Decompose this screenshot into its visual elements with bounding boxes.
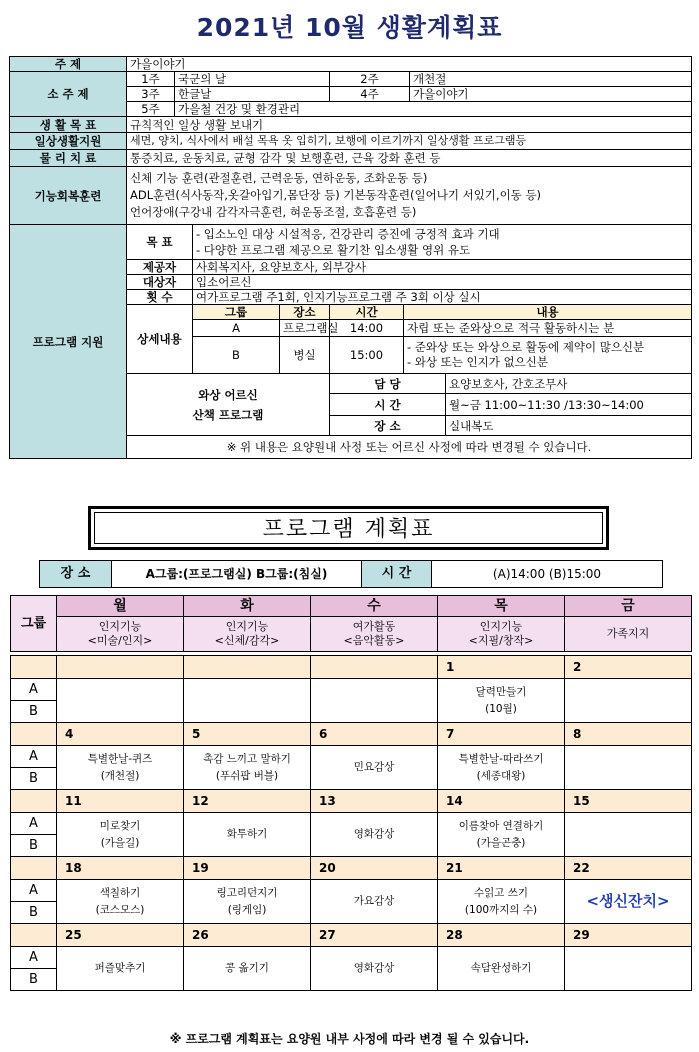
activity-name: 미로찾기 xyxy=(99,819,141,832)
activity-cell xyxy=(438,746,565,790)
activity-cell xyxy=(57,880,184,924)
detail-content-line: - 와상 또는 인지가 없으신분 xyxy=(407,355,548,369)
activity-cell xyxy=(184,679,311,723)
activity-name: 촉감 느끼고 말하기 xyxy=(203,752,291,765)
rehab-value xyxy=(127,167,692,225)
date-number: 26 xyxy=(184,924,311,947)
detail-place: 병실 xyxy=(280,337,330,374)
activity-cell xyxy=(311,679,438,723)
activity-name: 링고리던지기 xyxy=(216,886,278,899)
activity-cell xyxy=(57,746,184,790)
provider-value: 사회복지사, 요양보호사, 외부강사 xyxy=(193,260,692,275)
day-category-line: 인지기능 xyxy=(98,620,142,633)
date-blank-cell xyxy=(11,790,57,813)
theme-value: 가을이야기 xyxy=(127,57,692,72)
walk-label-line: 와상 어르신 xyxy=(198,387,258,402)
activity-name: 색칠하기 xyxy=(99,886,141,899)
day-category xyxy=(438,617,565,652)
group-letter: A xyxy=(11,679,57,701)
activity-cell xyxy=(311,813,438,857)
date-number: 5 xyxy=(184,723,311,746)
place-label: 장 소 xyxy=(40,561,112,588)
footer-note: ※ 프로그램 계획표는 요양원 내부 사정에 따라 변경 될 수 있습니다. xyxy=(169,1032,530,1046)
count-label: 횟 수 xyxy=(127,290,193,305)
activity-name: 콩 옮기기 xyxy=(225,962,269,974)
walk-key: 담 당 xyxy=(330,374,446,394)
group-letter: B xyxy=(11,768,57,790)
activity-name: 영화감상 xyxy=(353,962,395,974)
place-time-bar xyxy=(39,560,663,588)
walk-label-line: 산책 프로그램 xyxy=(192,407,264,422)
detail-content xyxy=(404,337,692,374)
place-value: A그룹:(프로그램실) B그룹:(침실) xyxy=(112,561,362,588)
activity-cell xyxy=(184,880,311,924)
activity-detail: (10월) xyxy=(485,702,517,715)
week-topic: 가을이야기 xyxy=(410,87,692,102)
day-category-line: <음악활동> xyxy=(343,634,405,647)
purpose-line: - 다양한 프로그램 제공으로 활기찬 입소생활 영위 유도 xyxy=(196,243,471,257)
activity-detail: (개천절) xyxy=(100,769,140,782)
date-blank-cell xyxy=(11,857,57,880)
date-number: 19 xyxy=(184,857,311,880)
activity-name: 달력만들기 xyxy=(475,685,527,698)
activity-detail: (푸쉬팝 버블) xyxy=(215,769,279,782)
day-category-line: <지필/창작> xyxy=(468,634,534,647)
date-blank-cell xyxy=(11,924,57,947)
rehab-line: ADL훈련(식사동작,옷갈아입기,몸단장 등) 기본동작훈련(일어나기 서있기,이동 등) xyxy=(130,188,542,202)
weekday-header xyxy=(10,595,692,652)
date-number: 13 xyxy=(311,790,438,813)
plan-info-table xyxy=(9,56,692,459)
date-number: 8 xyxy=(565,723,692,746)
walk-key: 시 간 xyxy=(330,394,446,416)
activity-name: 가요감상 xyxy=(353,895,395,907)
date-number: 4 xyxy=(57,723,184,746)
detail-header-group: 그룹 xyxy=(193,305,280,320)
walk-program-label xyxy=(127,374,330,436)
group-letter: B xyxy=(11,835,57,857)
day-category xyxy=(184,617,311,652)
physio-label: 물 리 치 료 xyxy=(10,150,127,167)
activity-name: 특별한날-따라쓰기 xyxy=(458,752,544,765)
activity-cell xyxy=(57,947,184,991)
day-name: 금 xyxy=(565,596,692,617)
day-name: 화 xyxy=(184,596,311,617)
activity-name: 퍼즐맞추기 xyxy=(94,962,146,974)
daily-support-label: 일상생활지원 xyxy=(10,133,127,150)
program-title: 프로그램 계획표 xyxy=(94,512,603,544)
detail-group: A xyxy=(193,320,280,337)
purpose-value xyxy=(193,225,692,260)
date-number: 27 xyxy=(311,924,438,947)
purpose-line: - 입소노인 대상 시설적응, 건강관리 증진에 긍정적 효과 기대 xyxy=(196,227,500,241)
week-num: 2주 xyxy=(330,72,410,87)
date-number: 20 xyxy=(311,857,438,880)
target-value: 입소어르신 xyxy=(193,275,692,290)
detail-time: 15:00 xyxy=(330,337,404,374)
week-topic: 한글날 xyxy=(175,87,330,102)
rehab-label: 기능회복훈련 xyxy=(10,167,127,225)
activity-cell xyxy=(184,947,311,991)
week-topic: 가을철 건강 및 환경관리 xyxy=(175,102,692,117)
detail-content-line: - 준와상 또는 와상으로 활동에 제약이 많으신분 xyxy=(407,340,645,354)
activity-cell xyxy=(184,746,311,790)
week-topic: 국군의 날 xyxy=(175,72,330,87)
week-num: 5주 xyxy=(127,102,175,117)
date-number: 18 xyxy=(57,857,184,880)
date-number: 11 xyxy=(57,790,184,813)
activity-detail: (100까지의 수) xyxy=(464,903,538,916)
group-letter: A xyxy=(11,947,57,969)
activity-detail: (세종대왕) xyxy=(476,769,526,782)
rehab-line: 언어장애(구강내 감각자극훈련, 혀운동조절, 호흡훈련 등) xyxy=(130,205,417,219)
date-number: 7 xyxy=(438,723,565,746)
activity-cell xyxy=(311,746,438,790)
activity-name: 특별한날-퀴즈 xyxy=(87,752,153,765)
activity-name: 이름찾아 연결하기 xyxy=(458,819,544,832)
day-category-line: 인지기능 xyxy=(225,620,269,633)
walk-value: 요양보호사, 간호조무사 xyxy=(446,374,692,394)
time-value: (A)14:00 (B)15:00 xyxy=(432,561,663,588)
program-calendar xyxy=(10,655,692,991)
date-number xyxy=(184,656,311,679)
day-category xyxy=(565,617,692,652)
target-label: 대상자 xyxy=(127,275,193,290)
group-letter: A xyxy=(11,746,57,768)
detail-time: 14:00 xyxy=(330,320,404,337)
detail-header-content: 내용 xyxy=(404,305,692,320)
group-letter: B xyxy=(11,701,57,723)
day-category-line: <미술/인지> xyxy=(87,634,153,647)
group-header: 그룹 xyxy=(11,596,57,652)
activity-name: 민요감상 xyxy=(353,761,395,773)
activity-cell xyxy=(311,947,438,991)
detail-place: 프로그램실 xyxy=(280,320,330,337)
activity-detail: (가을길) xyxy=(100,836,140,849)
date-number xyxy=(311,656,438,679)
activity-cell xyxy=(565,947,692,991)
activity-cell xyxy=(438,947,565,991)
activity-cell xyxy=(565,746,692,790)
activity-detail: (코스모스) xyxy=(95,903,145,916)
detail-group: B xyxy=(193,337,280,374)
walk-key: 장 소 xyxy=(330,416,446,436)
subtheme-label: 소 주 제 xyxy=(10,72,127,117)
day-category-line: 여가활동 xyxy=(352,620,396,633)
day-category-line: 가족지지 xyxy=(606,627,650,640)
week-num: 1주 xyxy=(127,72,175,87)
activity-cell xyxy=(438,813,565,857)
activity-cell xyxy=(57,679,184,723)
count-value: 여가프로그램 주1회, 인지기능프로그램 주 3회 이상 실시 xyxy=(193,290,692,305)
day-name: 월 xyxy=(57,596,184,617)
date-number: 21 xyxy=(438,857,565,880)
activity-cell xyxy=(184,813,311,857)
group-letter: A xyxy=(11,813,57,835)
goal-label: 생 활 목 표 xyxy=(10,117,127,133)
activity-name: 화투하기 xyxy=(226,828,268,840)
day-category xyxy=(311,617,438,652)
day-category-line: 인지기능 xyxy=(479,620,523,633)
date-blank-cell xyxy=(11,723,57,746)
activity-cell xyxy=(438,679,565,723)
date-blank-cell xyxy=(11,656,57,679)
week-topic: 개천절 xyxy=(410,72,692,87)
rehab-line: 신체 기능 훈련(관절훈련, 근력운동, 연하운동, 조화운동 등) xyxy=(130,171,428,185)
activity-cell xyxy=(57,813,184,857)
walk-value: 월~금 11:00~11:30 /13:30~14:00 xyxy=(446,394,692,416)
time-label: 시 간 xyxy=(362,561,432,588)
week-num: 3주 xyxy=(127,87,175,102)
date-number: 2 xyxy=(565,656,692,679)
group-letter: B xyxy=(11,902,57,924)
day-name: 수 xyxy=(311,596,438,617)
date-number xyxy=(57,656,184,679)
detail-label: 상세내용 xyxy=(127,305,193,374)
detail-header-place: 장소 xyxy=(280,305,330,320)
activity-detail: (링게임) xyxy=(227,903,267,916)
date-number: 1 xyxy=(438,656,565,679)
theme-label: 주 제 xyxy=(10,57,127,72)
physio-value: 통증치료, 운동치료, 균형 감각 및 보행훈련, 근육 강화 훈련 등 xyxy=(127,150,692,167)
date-number: 15 xyxy=(565,790,692,813)
goal-value: 규칙적인 일상 생활 보내기 xyxy=(127,117,692,133)
program-support-label: 프로그램 지원 xyxy=(10,225,127,459)
activity-name: 영화감상 xyxy=(353,828,395,840)
group-letter: B xyxy=(11,969,57,991)
day-name: 목 xyxy=(438,596,565,617)
program-title-box xyxy=(88,506,609,550)
activity-name: <생신잔치> xyxy=(586,892,670,910)
activity-detail: (가을곤충) xyxy=(476,836,526,849)
page-title: 2021년 10월 생활계획표 xyxy=(196,13,503,42)
activity-cell xyxy=(311,880,438,924)
purpose-label: 목 표 xyxy=(127,225,193,260)
date-number: 12 xyxy=(184,790,311,813)
detail-header-time: 시간 xyxy=(330,305,404,320)
info-note: ※ 위 내용은 요양원내 사정 또는 어르신 사정에 따라 변경될 수 있습니다. xyxy=(127,436,692,459)
date-number: 29 xyxy=(565,924,692,947)
detail-content: 자립 또는 준와상으로 적극 활동하시는 분 xyxy=(404,320,692,337)
activity-cell xyxy=(565,813,692,857)
daily-support-value: 세면, 양치, 식사에서 배설 목욕 옷 입히기, 보행에 이르기까지 일상생활 프로그램등 xyxy=(127,133,692,150)
date-number: 22 xyxy=(565,857,692,880)
date-number: 14 xyxy=(438,790,565,813)
walk-value: 실내복도 xyxy=(446,416,692,436)
date-number: 6 xyxy=(311,723,438,746)
activity-name: 수읽고 쓰기 xyxy=(473,886,529,899)
week-num: 4주 xyxy=(330,87,410,102)
provider-label: 제공자 xyxy=(127,260,193,275)
activity-cell xyxy=(438,880,565,924)
day-category-line: <신체/감각> xyxy=(214,634,280,647)
date-number: 25 xyxy=(57,924,184,947)
date-number: 28 xyxy=(438,924,565,947)
activity-cell xyxy=(565,880,692,924)
activity-cell xyxy=(565,679,692,723)
group-letter: A xyxy=(11,880,57,902)
day-category xyxy=(57,617,184,652)
activity-name: 속담완성하기 xyxy=(470,962,532,974)
